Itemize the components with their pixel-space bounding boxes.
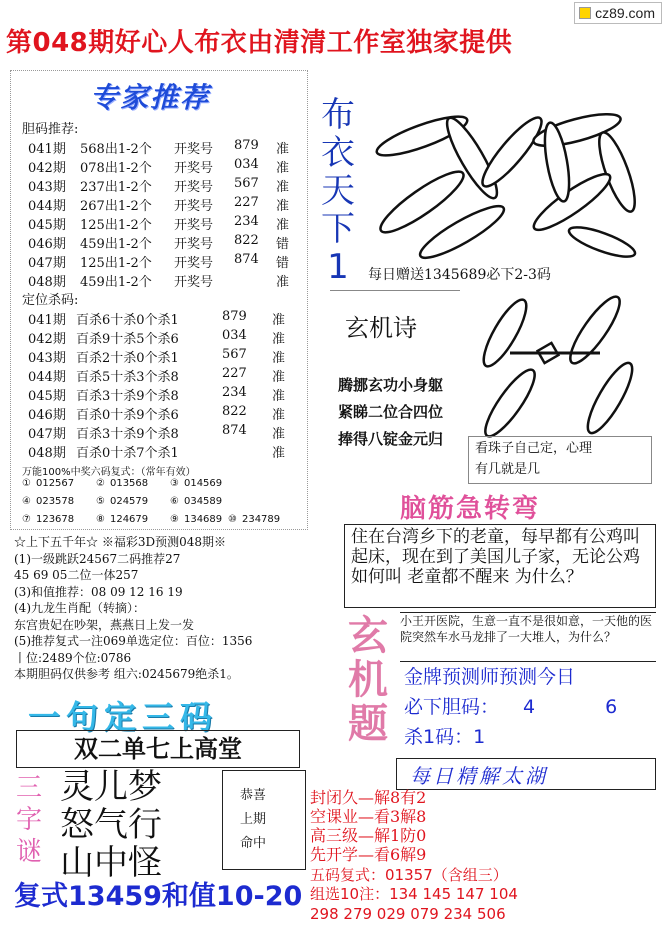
dan-pick: 459出1-2个 <box>80 275 152 290</box>
congrats <box>240 784 266 856</box>
dan-label: 开奖号 <box>174 199 214 214</box>
kill-result: 准 <box>272 446 286 461</box>
taihu-lines <box>310 788 500 864</box>
wanneng-item: ⑤ 024579 <box>96 496 149 507</box>
dan-pick: 237出1-2个 <box>80 180 152 195</box>
taihu-line: 高三级—解1防0 <box>310 826 427 845</box>
info-line: (3)和值推荐：08 09 12 16 19 <box>14 584 183 599</box>
kill-value: 1 <box>473 726 486 748</box>
dan-result: 错 <box>276 237 290 252</box>
poster-char: 衣 <box>321 133 355 173</box>
poem-line: 腾挪玄功小身躯 <box>338 376 444 394</box>
kill-pick: 百杀5十杀3个杀8 <box>76 370 179 385</box>
three-char-lines <box>60 768 220 882</box>
kill-line: 杀1码：1 <box>404 726 486 748</box>
poster-char: 布 <box>321 95 355 135</box>
kill-result: 准 <box>272 351 286 366</box>
kill-num: 822 <box>222 404 247 419</box>
dan-num: 034 <box>234 157 259 172</box>
wanneng-item: ① 012567 <box>22 478 75 489</box>
kill-num: 034 <box>222 328 247 343</box>
dan-result: 准 <box>276 142 290 157</box>
dan-pick: 459出1-2个 <box>80 237 152 252</box>
dan-num: 227 <box>234 195 259 210</box>
kill-result: 准 <box>272 389 286 404</box>
dan-num: 874 <box>234 252 259 267</box>
dan-pick: 078出1-2个 <box>80 161 152 176</box>
dan-label: 开奖号 <box>174 161 214 176</box>
poster-char: 下 <box>321 209 355 249</box>
poster-char: 1 <box>327 247 349 287</box>
xuanji-vertical <box>348 614 398 746</box>
kill-num: 874 <box>222 423 247 438</box>
kill-period: 042期 <box>28 332 66 347</box>
xuanji-char: 玄 <box>348 612 388 659</box>
taihu-line: 先开学—看6解9 <box>310 845 427 864</box>
kill-result: 准 <box>272 408 286 423</box>
three-line: 山中怪 <box>60 843 162 883</box>
three-char: 三 <box>16 773 43 803</box>
info-line: 本期胆码仅供参考 组六:0245679绝杀1。 <box>14 667 239 681</box>
watermark-text: cz89.com <box>595 5 655 21</box>
dan-num: 234 <box>234 214 259 229</box>
kill-pick: 百杀6十杀0个杀1 <box>76 313 179 328</box>
dan-period: 048期 <box>28 275 66 290</box>
dan-pick: 267出1-2个 <box>80 199 152 214</box>
wanneng-grid <box>22 478 302 528</box>
group-code: 组选10注：134 145 147 104 <box>310 885 518 903</box>
beads-figure-bottom <box>470 288 650 438</box>
dan-pick: 125出1-2个 <box>80 256 152 271</box>
kill-period: 044期 <box>28 370 66 385</box>
group-code-2: 298 279 029 079 234 506 <box>310 905 506 923</box>
poster-char: 天 <box>321 171 355 211</box>
dan-result: 错 <box>276 256 290 271</box>
kill-period: 045期 <box>28 389 66 404</box>
info-header: ☆上下五千年☆ ※福彩3D预测048期※ <box>14 535 226 549</box>
kill-pick: 百杀9十杀5个杀6 <box>76 332 179 347</box>
dan-label: 开奖号 <box>174 256 214 271</box>
dan-period: 044期 <box>28 199 66 214</box>
xuanji-char: 机 <box>348 656 388 703</box>
fushi-text: 复式13459和值10-20 <box>14 881 303 912</box>
kill-period: 047期 <box>28 427 66 442</box>
congrats-line: 恭喜 <box>240 788 267 803</box>
kill-section-title: 定位杀码: <box>22 293 79 308</box>
info-line: 东宫贵妃在吵架，燕燕日上发一发 <box>14 617 195 632</box>
riddle-line: 看珠子自己定，心理 <box>475 441 593 456</box>
riddle-line: 有几就是几 <box>475 462 541 477</box>
dan-period: 041期 <box>28 142 66 157</box>
taihu-title: 每日精解太湖 <box>410 764 548 788</box>
wanneng-item: ⑨ 134689 <box>170 514 223 525</box>
kill-period: 046期 <box>28 408 66 423</box>
poem-title: 玄机诗 <box>345 314 417 342</box>
xuanji-char: 题 <box>348 700 388 747</box>
site-watermark[interactable] <box>574 2 662 24</box>
dan-line: 必下胆码： 4 6 <box>404 696 618 718</box>
info-line: (1)一级跳跃24567二码推荐27 <box>14 551 181 566</box>
dan-period: 042期 <box>28 161 66 176</box>
kill-table <box>28 309 298 461</box>
wanneng-item: ⑩ 234789 <box>228 514 281 525</box>
poem-line: 捧得八锭金元归 <box>338 430 444 448</box>
dan-section-title: 胆码推荐: <box>22 122 79 137</box>
kill-pick: 百杀3十杀9个杀8 <box>76 427 179 442</box>
dan-table <box>28 138 298 290</box>
brain-title: 脑筋急转弯 <box>400 494 541 524</box>
kill-pick: 百杀2十杀0个杀1 <box>76 351 179 366</box>
wanneng-item: ⑥ 034589 <box>170 496 223 507</box>
three-char-vertical <box>16 772 56 868</box>
info-line: 45 69 05二位一体257 <box>14 568 139 582</box>
kill-period: 048期 <box>28 446 66 461</box>
kill-num: 227 <box>222 366 247 381</box>
page-title: 第048期好心人布衣由清清工作室独家提供 <box>6 28 513 58</box>
wanneng-item: ② 013568 <box>96 478 149 489</box>
info-block <box>14 534 314 680</box>
poem-lines <box>338 372 468 453</box>
kill-pick: 百杀0十杀7个杀1 <box>76 446 179 461</box>
beads-figure-top <box>362 92 650 267</box>
kill-period: 041期 <box>28 313 66 328</box>
three-char: 字 <box>16 805 43 835</box>
poster-vertical <box>318 96 358 296</box>
dan-period: 047期 <box>28 256 66 271</box>
dan-label: 开奖号 <box>174 275 214 290</box>
one-line-text: 双二单七上高堂 <box>16 730 300 768</box>
dan-result: 准 <box>276 180 290 195</box>
dan-value-2: 6 <box>605 696 618 718</box>
congrats-line: 命中 <box>240 836 267 851</box>
kill-period: 043期 <box>28 351 66 366</box>
three-line: 怒气行 <box>60 805 162 845</box>
kill-result: 准 <box>272 332 286 347</box>
poem-line: 紧睇二位合四位 <box>338 403 444 421</box>
kill-result: 准 <box>272 313 286 328</box>
dan-period: 043期 <box>28 180 66 195</box>
one-line-title: 一句定三码 <box>28 698 219 736</box>
dan-result: 准 <box>276 218 290 233</box>
three-line: 灵儿梦 <box>60 767 162 807</box>
congrats-line: 上期 <box>240 812 267 827</box>
kill-pick: 百杀0十杀9个杀6 <box>76 408 179 423</box>
wanneng-item: ④ 023578 <box>22 496 75 507</box>
dan-result: 准 <box>276 161 290 176</box>
wanneng-title: 万能100%中奖六码复式：（常年有效） <box>22 467 196 478</box>
dan-num: 879 <box>234 138 259 153</box>
dan-result: 准 <box>276 275 290 290</box>
dan-num: 822 <box>234 233 259 248</box>
kill-result: 准 <box>272 370 286 385</box>
dan-result: 准 <box>276 199 290 214</box>
info-line: (4)九龙生肖配（转摘）： <box>14 601 145 615</box>
taihu-line: 空课业—看3解8 <box>310 807 427 826</box>
five-code: 五码复式：01357（含组三） <box>310 866 508 884</box>
brain-text: 住在台湾乡下的老童，每早都有公鸡叫起床，现在到了美国儿子家，无论公鸡如何叫 老童都不醒来 为什么？ <box>344 524 656 608</box>
dan-period: 046期 <box>28 237 66 252</box>
info-line: 丨位:2489个位:0786 <box>14 650 132 665</box>
dan-value-1: 4 <box>523 696 536 718</box>
wanneng-item: ③ 014569 <box>170 478 223 489</box>
predict-title: 金牌预测师预测今日 <box>404 666 576 688</box>
wanneng-item: ⑦ 123678 <box>22 514 75 525</box>
dan-label: 开奖号 <box>174 237 214 252</box>
three-char: 谜 <box>16 837 43 867</box>
expert-banner: 专家推荐 <box>90 81 211 114</box>
dan-label: 开奖号 <box>174 218 214 233</box>
dan-period: 045期 <box>28 218 66 233</box>
info-line: (5)推荐复式一注069单选定位：百位：1356 <box>14 634 253 648</box>
dan-pick: 568出1-2个 <box>80 142 152 157</box>
logo-square-icon <box>579 7 591 19</box>
dan-label: 开奖号 <box>174 142 214 157</box>
xuanji-story: 小王开医院，生意一直不是很如意，一天他的医院突然车水马龙排了一大堆人，为什么？ <box>400 612 656 662</box>
gift-text: 每日赠送1345689必下2-3码 <box>368 267 551 283</box>
kill-num: 234 <box>222 385 247 400</box>
dan-pick: 125出1-2个 <box>80 218 152 233</box>
taihu-line: 封闭久—解8有2 <box>310 788 427 807</box>
kill-result: 准 <box>272 427 286 442</box>
kill-pick: 百杀3十杀9个杀8 <box>76 389 179 404</box>
dan-label: 开奖号 <box>174 180 214 195</box>
dan-num: 567 <box>234 176 259 191</box>
kill-num: 567 <box>222 347 247 362</box>
wanneng-item: ⑧ 124679 <box>96 514 149 525</box>
kill-num: 879 <box>222 309 247 324</box>
